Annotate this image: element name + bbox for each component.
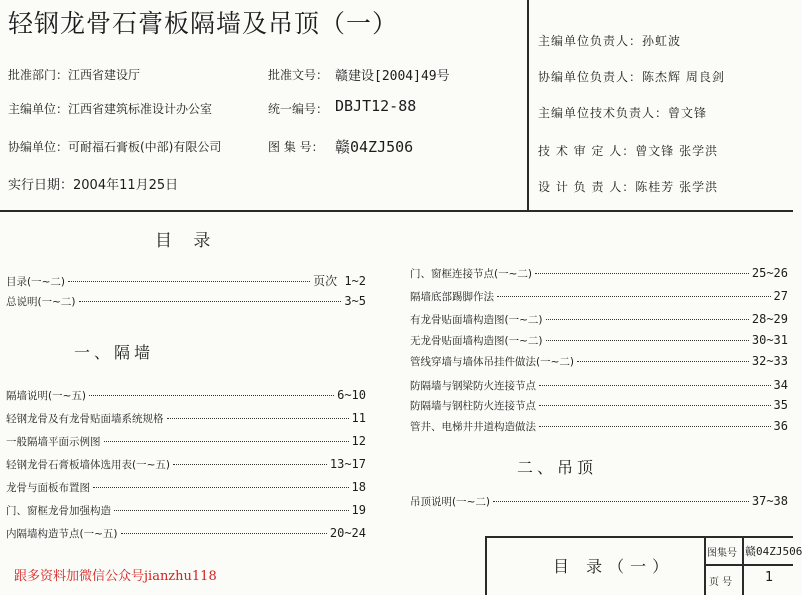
toc-entry-label: 吊顶说明(一~二): [410, 496, 490, 508]
leader-dots: [114, 510, 349, 511]
toc-entry-label: 管线穿墙与墙体吊挂件做法(一~二): [410, 356, 574, 368]
leader-dots: [68, 281, 310, 282]
toc-entry-page: 30~31: [751, 333, 788, 347]
toc-entry-page: 36: [773, 419, 788, 433]
header-bottom-rule: [0, 210, 793, 212]
toc-entry[interactable]: [410, 266, 788, 282]
leader-dots: [577, 361, 749, 362]
section-partition-heading: 一、隔墙: [74, 343, 155, 362]
title-block-title: 目 录（一）: [553, 557, 675, 576]
approval-doc-value: 赣建设[2004]49号: [335, 69, 450, 84]
leader-dots: [93, 487, 349, 488]
title-block-row-rule: [704, 564, 793, 566]
leader-dots: [535, 273, 749, 274]
approval-dept: 批准部门：江西省建设厅: [8, 68, 141, 82]
toc-entry[interactable]: [6, 272, 366, 288]
toc-entry[interactable]: [410, 354, 788, 370]
header-divider: [527, 0, 529, 210]
toc-heading: 目 录: [155, 231, 219, 251]
atlas-label: 图集号: [707, 548, 737, 559]
leader-dots: [497, 296, 771, 297]
title-block-left-rule: [485, 536, 487, 595]
toc-entry-label: 防隔墙与钢柱防火连接节点: [410, 400, 536, 412]
toc-entry-page: 37~38: [751, 494, 788, 508]
leader-dots: [121, 533, 327, 534]
toc-entry-page: 12: [351, 434, 366, 448]
toc-entry[interactable]: [410, 378, 788, 394]
leader-dots: [493, 501, 749, 502]
leader-dots: [539, 405, 771, 406]
leader-dots: [89, 395, 334, 396]
toc-entry-label: 隔墙底部踢脚作法: [410, 291, 494, 303]
toc-entry-label: 隔墙说明(一~五): [6, 390, 86, 402]
toc-entry-label: 有龙骨贴面墙构造图(一~二): [410, 314, 543, 326]
leader-dots: [546, 340, 749, 341]
atlas-no-value: 赣04ZJ506: [335, 138, 414, 156]
toc-entry[interactable]: [410, 398, 788, 414]
toc-entry[interactable]: [410, 494, 788, 510]
page-label: 页 号: [709, 577, 733, 588]
unified-no-label: 统一编号：: [268, 102, 329, 116]
approval-doc-label: 批准文号：: [268, 68, 329, 82]
design-lead: 设 计 负 责 人：陈桂芳 张学洪: [538, 180, 719, 194]
toc-entry-page: 3~5: [344, 294, 366, 308]
toc-entry-page: 18: [351, 480, 366, 494]
toc-entry[interactable]: [6, 503, 366, 519]
section-ceiling-heading: 二、吊顶: [517, 458, 598, 477]
toc-entry[interactable]: [6, 457, 366, 473]
toc-entry-page: 32~33: [751, 354, 788, 368]
toc-entry[interactable]: [410, 419, 788, 435]
toc-entry-label: 内隔墙构造节点(一~五): [6, 528, 118, 540]
toc-entry-page: 6~10: [337, 388, 366, 402]
toc-entry[interactable]: [6, 411, 366, 427]
atlas-no-label: 图 集 号：: [268, 140, 324, 154]
leader-dots: [104, 441, 349, 442]
leader-dots: [539, 385, 771, 386]
technical-reviewer: 技 术 审 定 人：曾文锋 张学洪: [538, 144, 719, 158]
toc-entry[interactable]: [6, 526, 366, 542]
toc-entry-label: 轻钢龙骨及有龙骨贴面墙系统规格: [6, 413, 164, 425]
toc-entry-label: 门、窗框龙骨加强构造: [6, 505, 111, 517]
editor-unit-person: 主编单位负责人：孙虹波: [538, 34, 682, 48]
toc-entry-label: 管井、电梯井井道构造做法: [410, 421, 536, 433]
watermark-text: 跟多资料加微信公众号jianzhu118: [14, 569, 217, 584]
implementation-date: 实行日期：2004年11月25日: [8, 178, 179, 193]
leader-dots: [539, 426, 771, 427]
toc-entry-page: 13~17: [329, 457, 366, 471]
toc-entry-label: 门、窗框连接节点(一~二): [410, 268, 532, 280]
toc-entry-page: 28~29: [751, 312, 788, 326]
document-title: 轻钢龙骨石膏板隔墙及吊顶（一）: [8, 9, 399, 38]
toc-entry[interactable]: [6, 434, 366, 450]
tech-person: 主编单位技术负责人：曾文锋: [538, 106, 708, 120]
toc-entry-label: 龙骨与面板布置图: [6, 482, 90, 494]
leader-dots: [79, 301, 342, 302]
title-block-col-rule: [742, 536, 744, 595]
co-unit: 协编单位：可耐福石膏板(中部)有限公司: [8, 140, 222, 154]
toc-entry-label: 无龙骨贴面墙构造图(一~二): [410, 335, 543, 347]
toc-entry[interactable]: [410, 312, 788, 328]
toc-entry[interactable]: [410, 289, 788, 305]
title-block-top-rule: [485, 536, 793, 538]
toc-entry-page: 11: [351, 411, 366, 425]
toc-entry-page: 27: [773, 289, 788, 303]
toc-entry-label: 目录(一~二): [6, 276, 65, 288]
leader-dots: [167, 418, 349, 419]
page-number: 1: [765, 570, 774, 585]
toc-entry-label: 防隔墙与钢梁防火连接节点: [410, 380, 536, 392]
toc-entry-page: 35: [773, 398, 788, 412]
leader-dots: [546, 319, 749, 320]
atlas-value: 赣04ZJ506: [745, 545, 802, 558]
leader-dots: [173, 464, 327, 465]
toc-entry-label: 轻钢龙骨石膏板墙体选用表(一~五): [6, 459, 170, 471]
title-block-mid-rule: [704, 536, 706, 595]
toc-entry-label: 总说明(一~二): [6, 296, 76, 308]
editor-unit: 主编单位：江西省建筑标准设计办公室: [8, 102, 213, 116]
toc-entry-page: 19: [351, 503, 366, 517]
toc-entry-page: 20~24: [329, 526, 366, 540]
toc-entry-label: 一般隔墙平面示例图: [6, 436, 101, 448]
toc-entry-page: 25~26: [751, 266, 788, 280]
unified-no-value: DBJT12-88: [335, 97, 417, 115]
toc-entry[interactable]: [410, 333, 788, 349]
co-unit-person: 协编单位负责人：陈杰辉 周良剑: [538, 70, 725, 84]
toc-entry[interactable]: [6, 388, 366, 404]
toc-entry-page: 页次 1~2: [313, 274, 366, 288]
toc-entry[interactable]: [6, 294, 366, 310]
toc-entry[interactable]: [6, 480, 366, 496]
toc-entry-page: 34: [773, 378, 788, 392]
